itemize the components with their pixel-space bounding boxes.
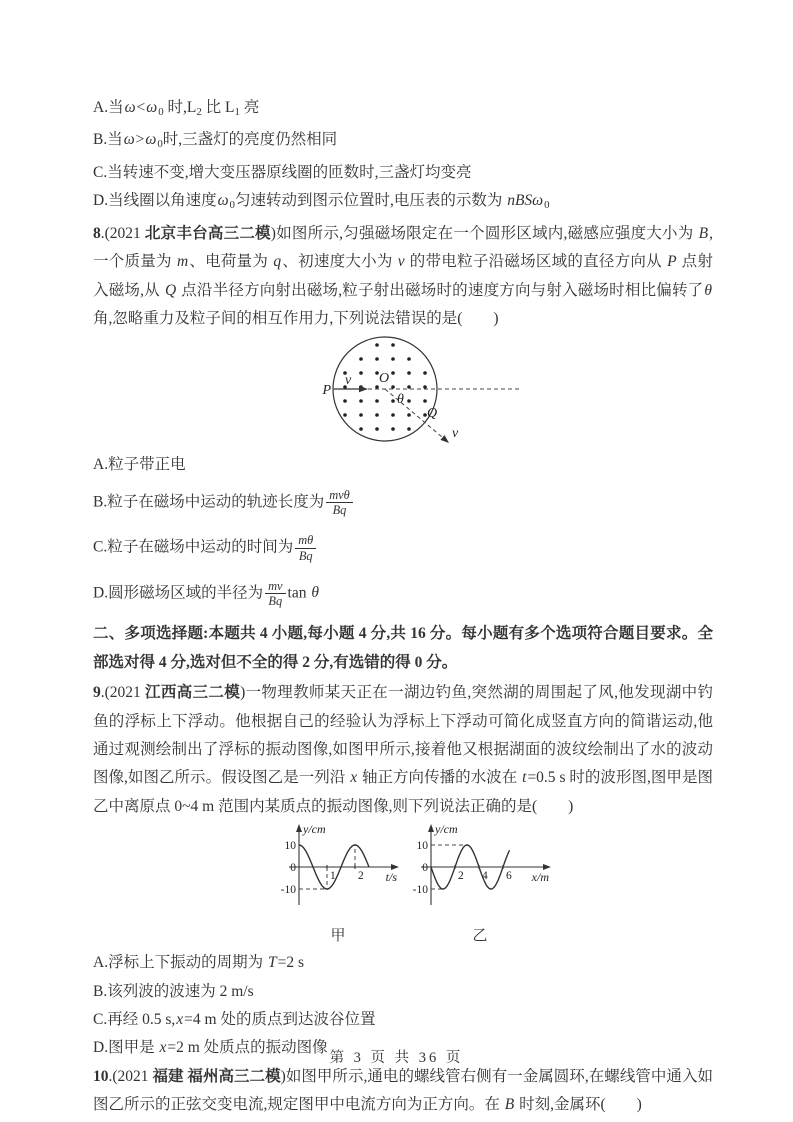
field-dot (359, 428, 363, 432)
field-dot (391, 428, 395, 432)
question-10-text: 10.(2021 福建 福州高三二模)如图甲所示,通电的螺线管右侧有一金属圆环,在螺线管中通入如图乙所示的正弦交变电流,规定图甲中电流方向为正方向。在 B 时刻,金属环( ) (93, 1067, 713, 1114)
field-dot (391, 414, 395, 418)
label-O: O (379, 371, 390, 387)
label-v-entry: v (345, 373, 352, 389)
chart-jia-caption: 甲 (330, 928, 346, 945)
field-dot (423, 400, 427, 404)
fraction: $\frac{mv}{Bq}$ (265, 579, 285, 609)
label-Q: Q (427, 406, 438, 422)
x-axis-label: x/m (531, 870, 549, 885)
x-tick-label: 2 (458, 870, 464, 883)
label-theta: θ (397, 392, 404, 408)
prev-option-c: C.当转速不变,增大变压器原线圈的匝数时,三盏灯均变亮 (93, 163, 472, 181)
field-dots-out-of-page (343, 344, 427, 432)
prev-question-options (93, 94, 713, 220)
field-dot (391, 386, 395, 390)
x-tick-label: 4 (482, 870, 488, 883)
q8-diagram-svg (297, 327, 527, 453)
q8-option-b: B.粒子在磁场中运动的轨迹长度为 $\frac{\text{mvθ}}{Bq}$ (93, 480, 713, 526)
origin-label: 0 (290, 862, 296, 875)
y-axis-arrow-icon (428, 824, 434, 832)
q9-option-a: A.浮标上下振动的周期为 T=2 s (93, 954, 304, 972)
q9-option-b: B.该列波的波速为 2 m/s (93, 982, 254, 1000)
fraction: $\frac{\text{mvθ}}{Bq}$ (326, 488, 353, 518)
x-tick-label: 1 (330, 870, 336, 883)
x-axis-label: t/s (385, 870, 397, 885)
y-axis-arrow-icon (296, 824, 302, 832)
field-dot (407, 400, 411, 404)
prev-option-a: A.当$\omega<\omega_0$ 时$,L_2$ 比 $L_1$ 亮 (93, 99, 260, 119)
field-dot (343, 400, 347, 404)
field-dot (359, 400, 363, 404)
entry-arrowhead-icon (359, 386, 368, 392)
q8-option-c: C.粒子在磁场中运动的时间为 $\frac{m\theta}{Bq}$ (93, 525, 713, 571)
q9-wave-figures (275, 823, 713, 945)
field-dot (423, 386, 427, 390)
x-tick-label: 6 (506, 870, 512, 883)
field-dot (375, 428, 379, 432)
q8-option-a: A.粒子带正电 (93, 456, 186, 474)
field-dot (359, 414, 363, 418)
chart-jia-block (275, 823, 401, 945)
field-dot (407, 372, 411, 376)
chart-yi-block (407, 823, 553, 945)
field-dot (359, 358, 363, 362)
fraction: $\frac{m\theta}{Bq}$ (295, 533, 316, 563)
field-dot (375, 344, 379, 348)
field-dot (407, 358, 411, 362)
y-tick-label: -10 (280, 884, 296, 897)
y-axis-label: y/cm (435, 823, 458, 837)
field-dot (391, 372, 395, 376)
field-dot (375, 400, 379, 404)
question-9-text: 9.(2021 江西高三二模)一物理教师某天正在一湖边钓鱼,突然湖的周围起了风,他发现湖中钓鱼的浮标上下浮动。他根据自己的经验认为浮标上下浮动可简化成竖直方向的简谐运动,他通过观测绘制出了浮标的振动图像,如图甲所示,接着他又根据湖面的波纹绘制出了水的波动图像,如图乙所示。假设图乙是一列沿 x 轴正方向传播的水波在 t=0.5 s 时的波形图,图甲是图乙中离原点 0~4 m 范围内某质点的振动图像,则下列说法正确的是( ) (93, 684, 713, 815)
prev-option-b: B.当$\omega>\omega_0$时,三盏灯的亮度仍然相同 (93, 131, 338, 151)
prev-option-d: D.当线圈以角速度$\omega_0$匀速转动到图示位置时,电压表的示数为 nBSω$_0$ (93, 192, 550, 212)
q8-magnetic-field-figure (297, 327, 713, 453)
field-dot (343, 414, 347, 418)
field-dot (375, 358, 379, 362)
q8-option-d: D.圆形磁场区域的半径为 $\frac{mv}{Bq}$ tan θ (93, 578, 319, 609)
field-dot (407, 414, 411, 418)
chart-yi-caption: 乙 (472, 928, 488, 945)
label-v-exit: v (452, 426, 459, 442)
y-tick-label: -10 (412, 884, 428, 897)
q9-option-c: C.再经 0.5 s,x=4 m 处的质点到达波谷位置 (93, 1011, 376, 1028)
field-dot (375, 414, 379, 418)
q8-options (93, 451, 713, 616)
field-dot (391, 344, 395, 348)
field-dot (407, 428, 411, 432)
field-dot (423, 372, 427, 376)
chart-yi-svg (407, 823, 553, 919)
y-tick-label: 10 (284, 840, 296, 853)
x-tick-label: 2 (358, 870, 364, 883)
question-8-text: 8.(2021 北京丰台高三二模)如图所示,匀强磁场限定在一个圆形区域内,磁感应强度大小为 B,一个质量为 m、电荷量为 q、初速度大小为 v 的带电粒子沿磁场区域的直径方向从 P 点射入磁场,从 Q 点沿半径方向射出磁场,粒子射出磁场时的速度方向与射入磁场时相比偏转了θ角,忽略重力及粒子间的相互作用力,下列说法错误的是( ) (93, 224, 713, 327)
q9-option-d: D.图甲是 x=2 m 处质点的振动图像 (93, 1039, 328, 1057)
chart-jia-svg (275, 823, 401, 919)
field-dot (407, 386, 411, 390)
y-tick-label: 10 (416, 840, 428, 853)
field-dot (391, 358, 395, 362)
field-dot (359, 372, 363, 376)
page-number: 第 3 页 共 36 页 (329, 1050, 464, 1066)
origin-label: 0 (422, 862, 428, 875)
y-axis-label: y/cm (303, 823, 326, 837)
page-content (93, 94, 713, 1120)
section-2-header: 二、多项选择题:本题共 4 小题,每小题 4 分,共 16 分。每小题有多个选项符合题目要求。全部选对得 4 分,选对但不全的得 2 分,有选错的得 0 分。 (93, 625, 713, 671)
label-P: P (322, 383, 331, 399)
field-dot (391, 400, 395, 404)
